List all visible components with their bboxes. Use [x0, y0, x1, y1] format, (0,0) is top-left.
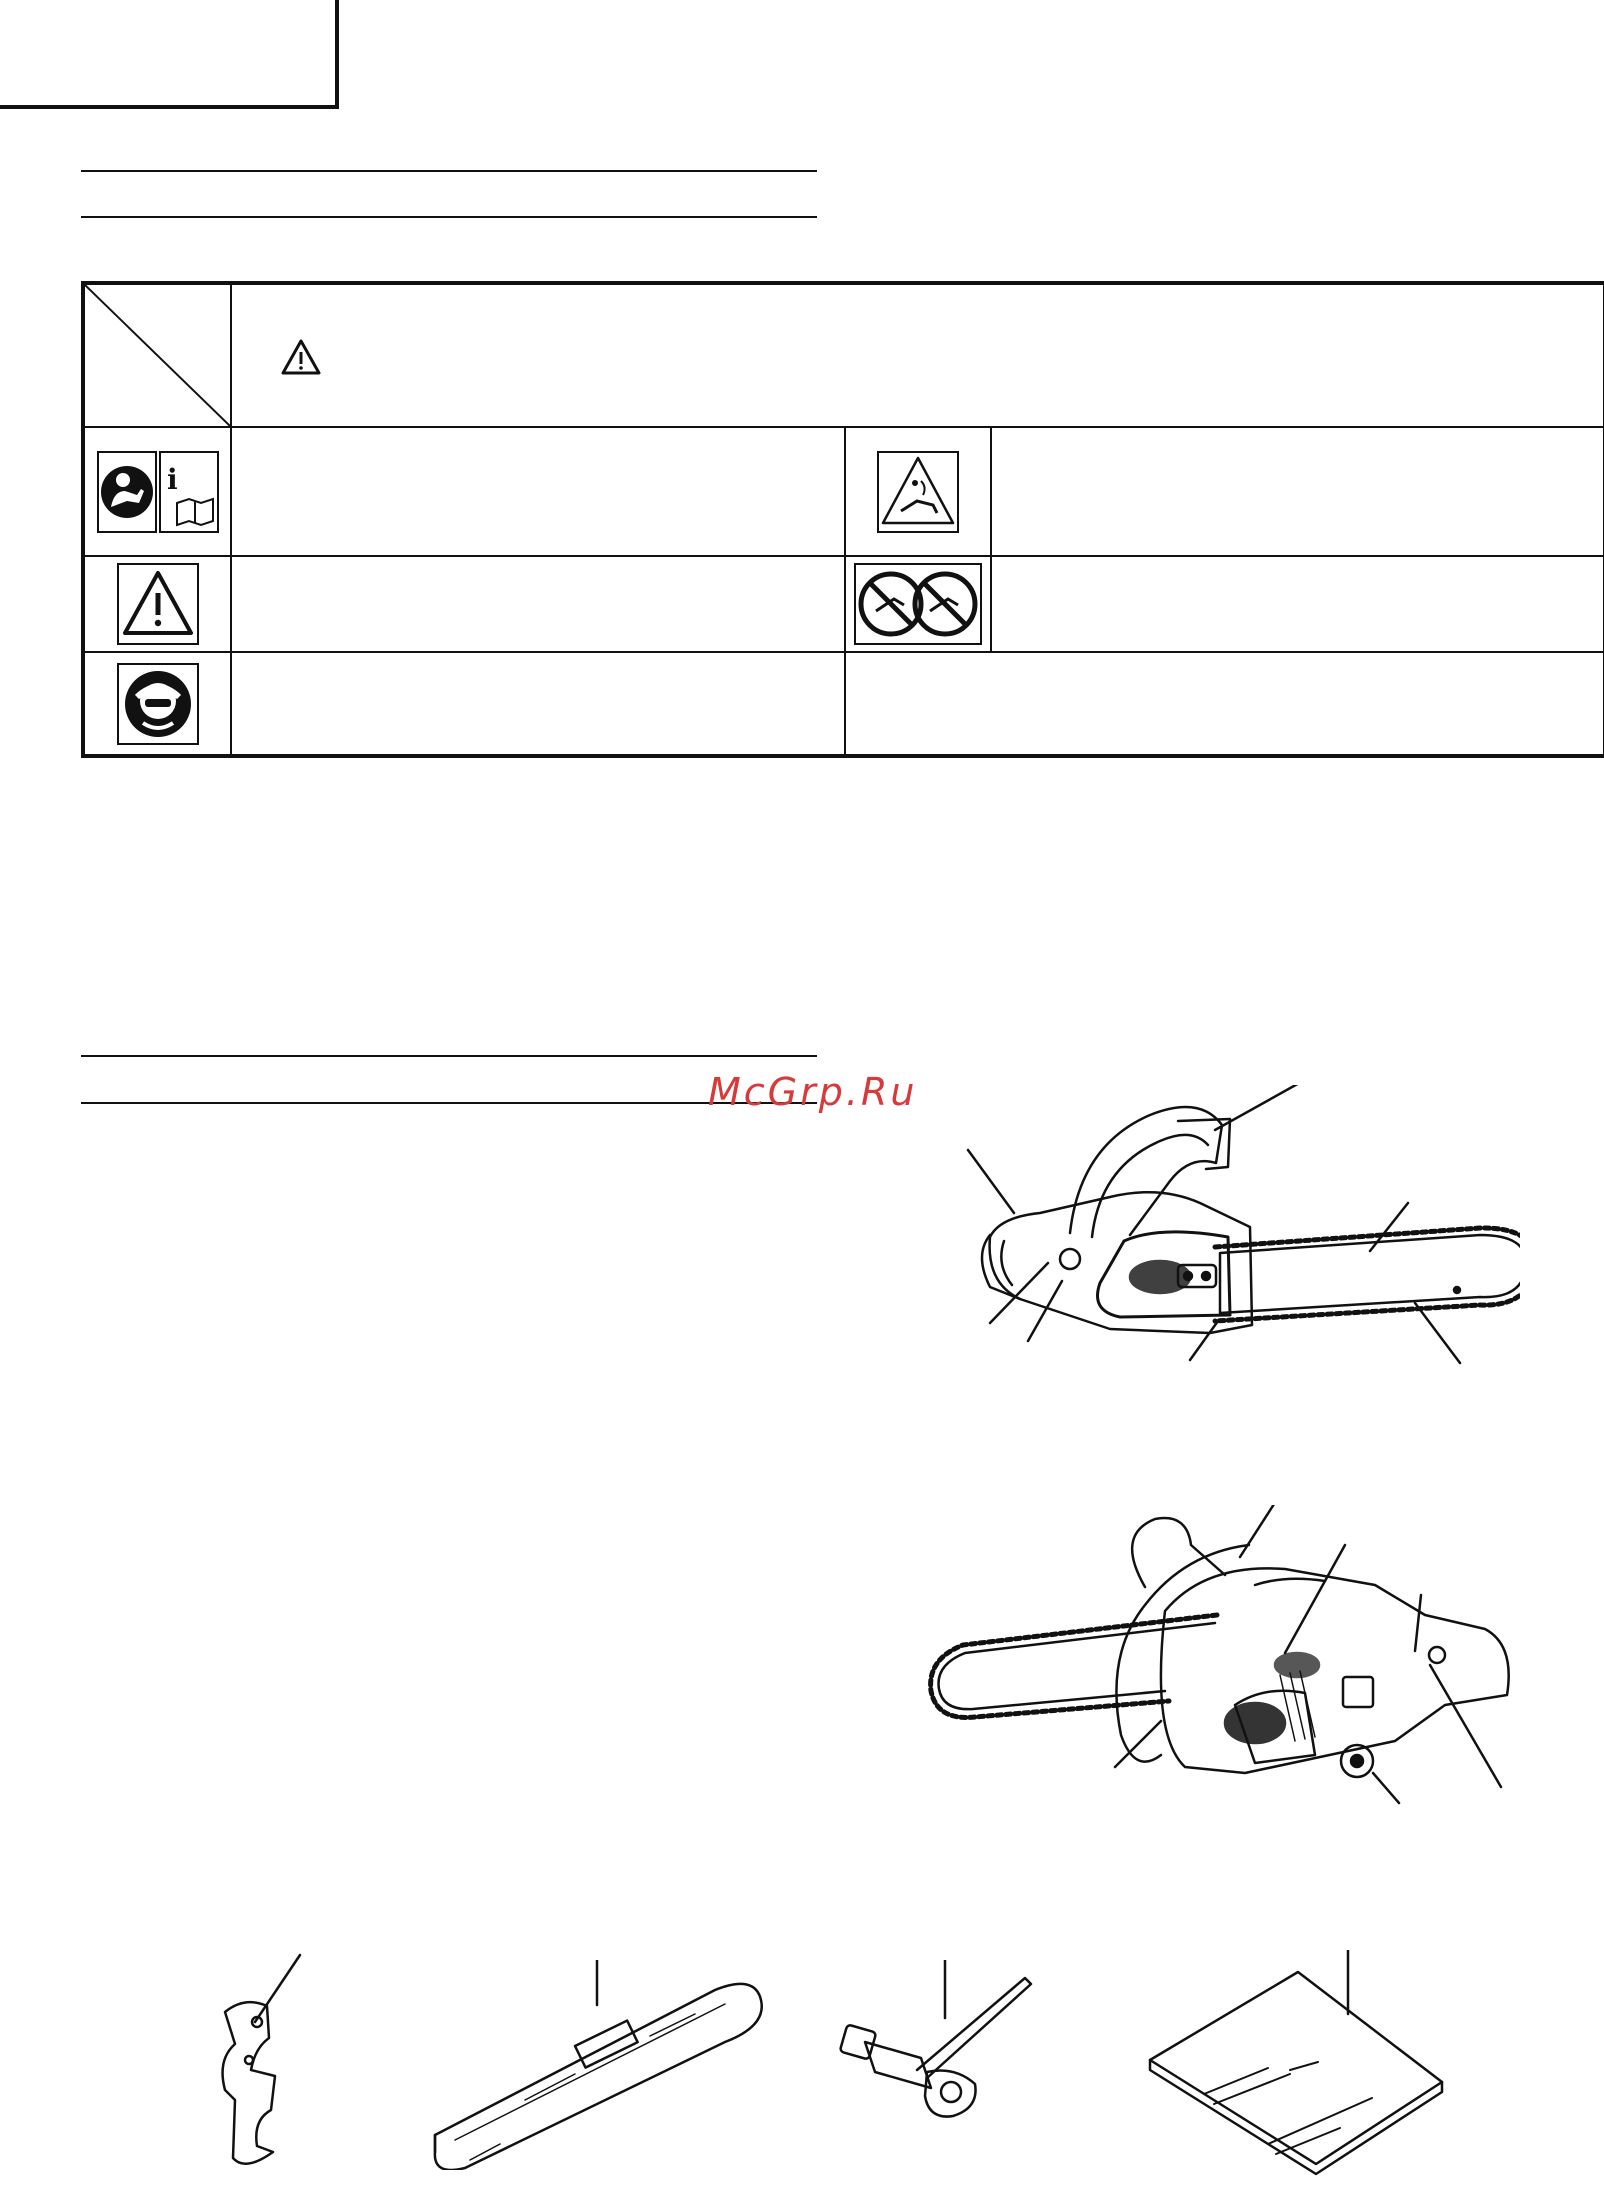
- symbol-cell-general-warning: [83, 556, 231, 652]
- front-handguard-part-icon: [205, 1950, 325, 2170]
- symbol-cell-kickback: [845, 427, 991, 556]
- symbol-cell-read-manual: [83, 427, 231, 556]
- section-rule-mid-1: [81, 1055, 817, 1057]
- chainsaw-right-side-icon: [960, 1085, 1520, 1375]
- watermark: McGrp.Ru: [708, 1070, 918, 1114]
- corner-diagonal: [85, 285, 230, 426]
- table-corner-cell: [83, 283, 231, 427]
- warning-triangle-icon: [280, 338, 322, 376]
- wear-protection-icon: [117, 663, 199, 745]
- kickback-warning-icon: [877, 451, 959, 533]
- symbol-cell-empty: [845, 652, 1604, 756]
- guide-bar-cover-icon: [425, 1960, 765, 2170]
- svg-text:i: i: [166, 462, 178, 496]
- section-rule-top-1: [81, 170, 817, 172]
- general-warning-icon: [117, 563, 199, 645]
- no-one-hand-operation-icon: [854, 563, 982, 645]
- table-header-cell: [231, 283, 1604, 427]
- symbol-text-no-one-hand: [991, 556, 1604, 652]
- page-tab: [0, 0, 339, 109]
- symbol-text-read-manual: [231, 427, 845, 556]
- symbol-text-kickback: [991, 427, 1604, 556]
- section-rule-mid-2: [81, 1102, 817, 1104]
- symbols-table: [81, 281, 1604, 758]
- symbol-text-general-warning: [231, 556, 845, 652]
- instruction-manual-icon: [1140, 1950, 1460, 2180]
- read-manual-icon: [97, 451, 219, 533]
- chainsaw-left-side-icon: [925, 1505, 1525, 1805]
- section-rule-top-2: [81, 216, 817, 218]
- symbol-cell-no-one-hand: [845, 556, 991, 652]
- combination-wrench-icon: [835, 1960, 1055, 2140]
- symbol-cell-protection: [83, 652, 231, 756]
- symbol-text-protection: [231, 652, 845, 756]
